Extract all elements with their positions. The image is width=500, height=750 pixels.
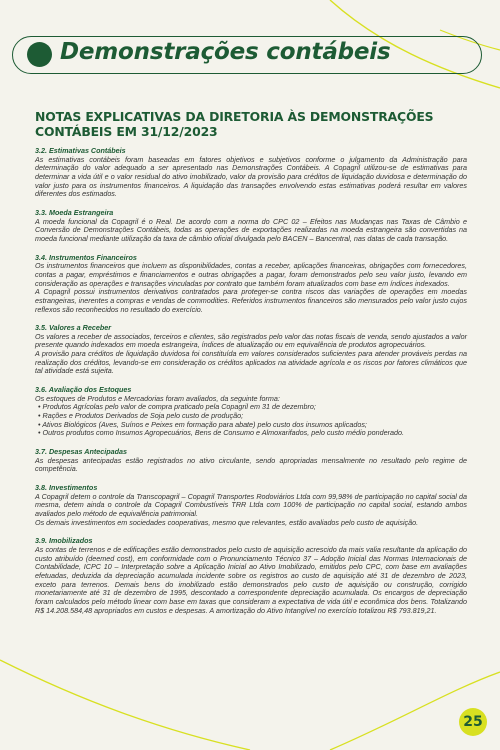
section-paragraph: A Copagril detem o controle da Transcopagril – Copagril Transportes Rodoviários Ltda com 99,98% de participação no capital social da mesma, detem ainda o controle da Copagril Combustíveis TRR Ltda com 100% de participação no capital social, estando ambos avaliados pelo método de equivalência patrimonial. — [35, 491, 467, 518]
note-section — [35, 448, 467, 474]
section-title: 3.6. Avaliação dos Estoques — [35, 385, 132, 395]
notes-content — [35, 147, 467, 625]
note-section — [35, 254, 467, 315]
section-paragraph: A provisão para créditos de liquidação duvidosa foi constituída em valores considerados suficientes para atender prováveis perdas na realização dos créditos, levando-se em consideração os créditos aplicados na atividade agrícola e os riscos por fatores climáticos que tal atividade está sujeita. — [35, 349, 467, 376]
note-section — [35, 324, 467, 376]
page-header — [12, 36, 482, 74]
page-header-title: Demonstrações contábeis — [60, 39, 391, 65]
section-title: 3.5. Valores a Receber — [35, 323, 112, 333]
section-title: 3.7. Despesas Antecipadas — [35, 447, 128, 457]
list-item: • Rações e Produtos Derivados de Soja pelo custo de produção; — [38, 411, 244, 421]
inventory-list — [35, 403, 467, 438]
note-section — [35, 484, 467, 527]
note-section — [35, 537, 467, 615]
note-section — [35, 386, 467, 438]
document-title: NOTAS EXPLICATIVAS DA DIRETORIA ÀS DEMONSTRAÇÕES CONTÁBEIS EM 31/12/2023 — [35, 109, 434, 139]
list-item: • Produtos Agrícolas pelo valor de compra praticado pela Copagril em 31 de dezembro; — [38, 402, 316, 412]
note-section — [35, 147, 467, 199]
section-title: 3.8. Investimentos — [35, 483, 98, 492]
section-title: 3.9. Imobilizados — [35, 536, 93, 546]
section-paragraph: A moeda funcional da Copagril é o Real. De acordo com a norma do CPC 02 – Efeitos nas Mudanças nas Taxas de Câmbio e Conversão de Demonstrações Contábeis, todas as operações de exportações realizadas na moeda estrangeira são convertidas na moeda funcional mediante utilização da taxa de câmbio oficial divulgada pelo BACEN – Bancentral, nas datas de cada transação. — [35, 216, 467, 243]
section-paragraph: As estimativas contábeis foram baseadas em fatores objetivos e subjetivos conforme o julgamento da Administração para determinação do valor adequado a ser apresentado nas Demonstrações Contábeis. A Copagril utilizou-se de estimativas para determinar a vida útil e o valor residual do ativo imobilizado, valor da provisão para créditos de liquidação duvidosa e determinação do valor justo para os instrumentos financeiros. A liquidação das transações envolvendo estas estimativas poderá resultar em valores diferentes dos estimados. — [35, 154, 467, 199]
page-number: 25 — [459, 708, 487, 736]
section-paragraph: Os valores a receber de associados, terceiros e clientes, são registrados pelo valor das notas fiscais de venda, sendo ajustados a valor presente quando indexados em moeda estrangeira, índices de atualização ou em equivalência de produtos agropecuários. — [35, 331, 467, 350]
section-paragraph: Os demais investimentos em sociedades cooperativas, mesmo que relevantes, estão avaliados pelo custo de aquisição. — [35, 517, 419, 527]
list-item: • Outros produtos como Insumos Agropecuários, Bens de Consumo e Almoxarifados, pelo custo médio ponderado. — [38, 428, 404, 438]
section-paragraph: A Copagril possui instrumentos derivativos contratados para proteger-se contra riscos das variações de operações em moedas estrangeiras, inerentes a compras e vendas de commodities. Referidos instrumentos financeiros são mensurados pelo valor justo cujos reflexos são reconhecidos no resultado do exercício. — [35, 287, 467, 314]
section-paragraph: As despesas antecipadas estão registrados no ativo circulante, sendo apropriadas mensalmente no resultado pelo regime de competência. — [35, 455, 467, 474]
section-title: 3.4. Instrumentos Financeiros — [35, 252, 137, 262]
section-paragraph: Os estoques de Produtos e Mercadorias foram avaliados, da seguinte forma: — [35, 393, 280, 403]
list-item: • Ativos Biológicos (Aves, Suínos e Peixes em formação para abate) pelo custo dos insumos aplicados; — [38, 419, 367, 429]
section-title: 3.2. Estimativas Contábeis — [35, 146, 126, 155]
header-bullet-icon — [27, 42, 52, 67]
section-paragraph: Os instrumentos financeiros que incluem as disponibilidades, contas a receber, aplicações financeiras, obrigações com fornecedores, contas a pagar, empréstimos e financiamentos e outras obrigações a pagar, foram demonstrados pelo seu valor justo, levando em consideração as operações e transações vinculadas por contrato que também foram atualizados com base em índices indexados. — [35, 261, 467, 288]
section-paragraph: As contas de terrenos e de edificações estão demonstrados pelo custo de aquisição acrescido da mais valia resultante da aplicação do custo atribuído (deemed cost), em conformidade com o Pronunciamento Técnico 37 – Adoção Inicial das Normas Internacionais de Contabilidade, ICPC 10 – Interpretação sobre a Aplicação Inicial ao Ativo Imobilizado, emitidos pelo CPC, com base em avaliações efetuadas, deduzida da depreciação acumulada incidente sobre os registros ao custo de aquisição até 31 de dezembro de 2023, exceto para terrenos. Demais bens do imobilizado estão demonstrados pelo custo de aquisição ou construção, corrigido monetariamente até 31 de dezembro de 1995, descontado a correspondente depreciação acumulada. Os encargos de depreciação foram calculados pelo método linear com base em taxas que consideram a expectativa de vida útil e econômica dos bens. Totalizando R$ 14.208.584,48 apropriados em custos e despesas. A amortização do Ativo Intangível no exercício totalizou R$ 793.819,21. — [35, 544, 467, 615]
note-section — [35, 209, 467, 244]
section-title: 3.3. Moeda Estrangeira — [35, 207, 114, 217]
